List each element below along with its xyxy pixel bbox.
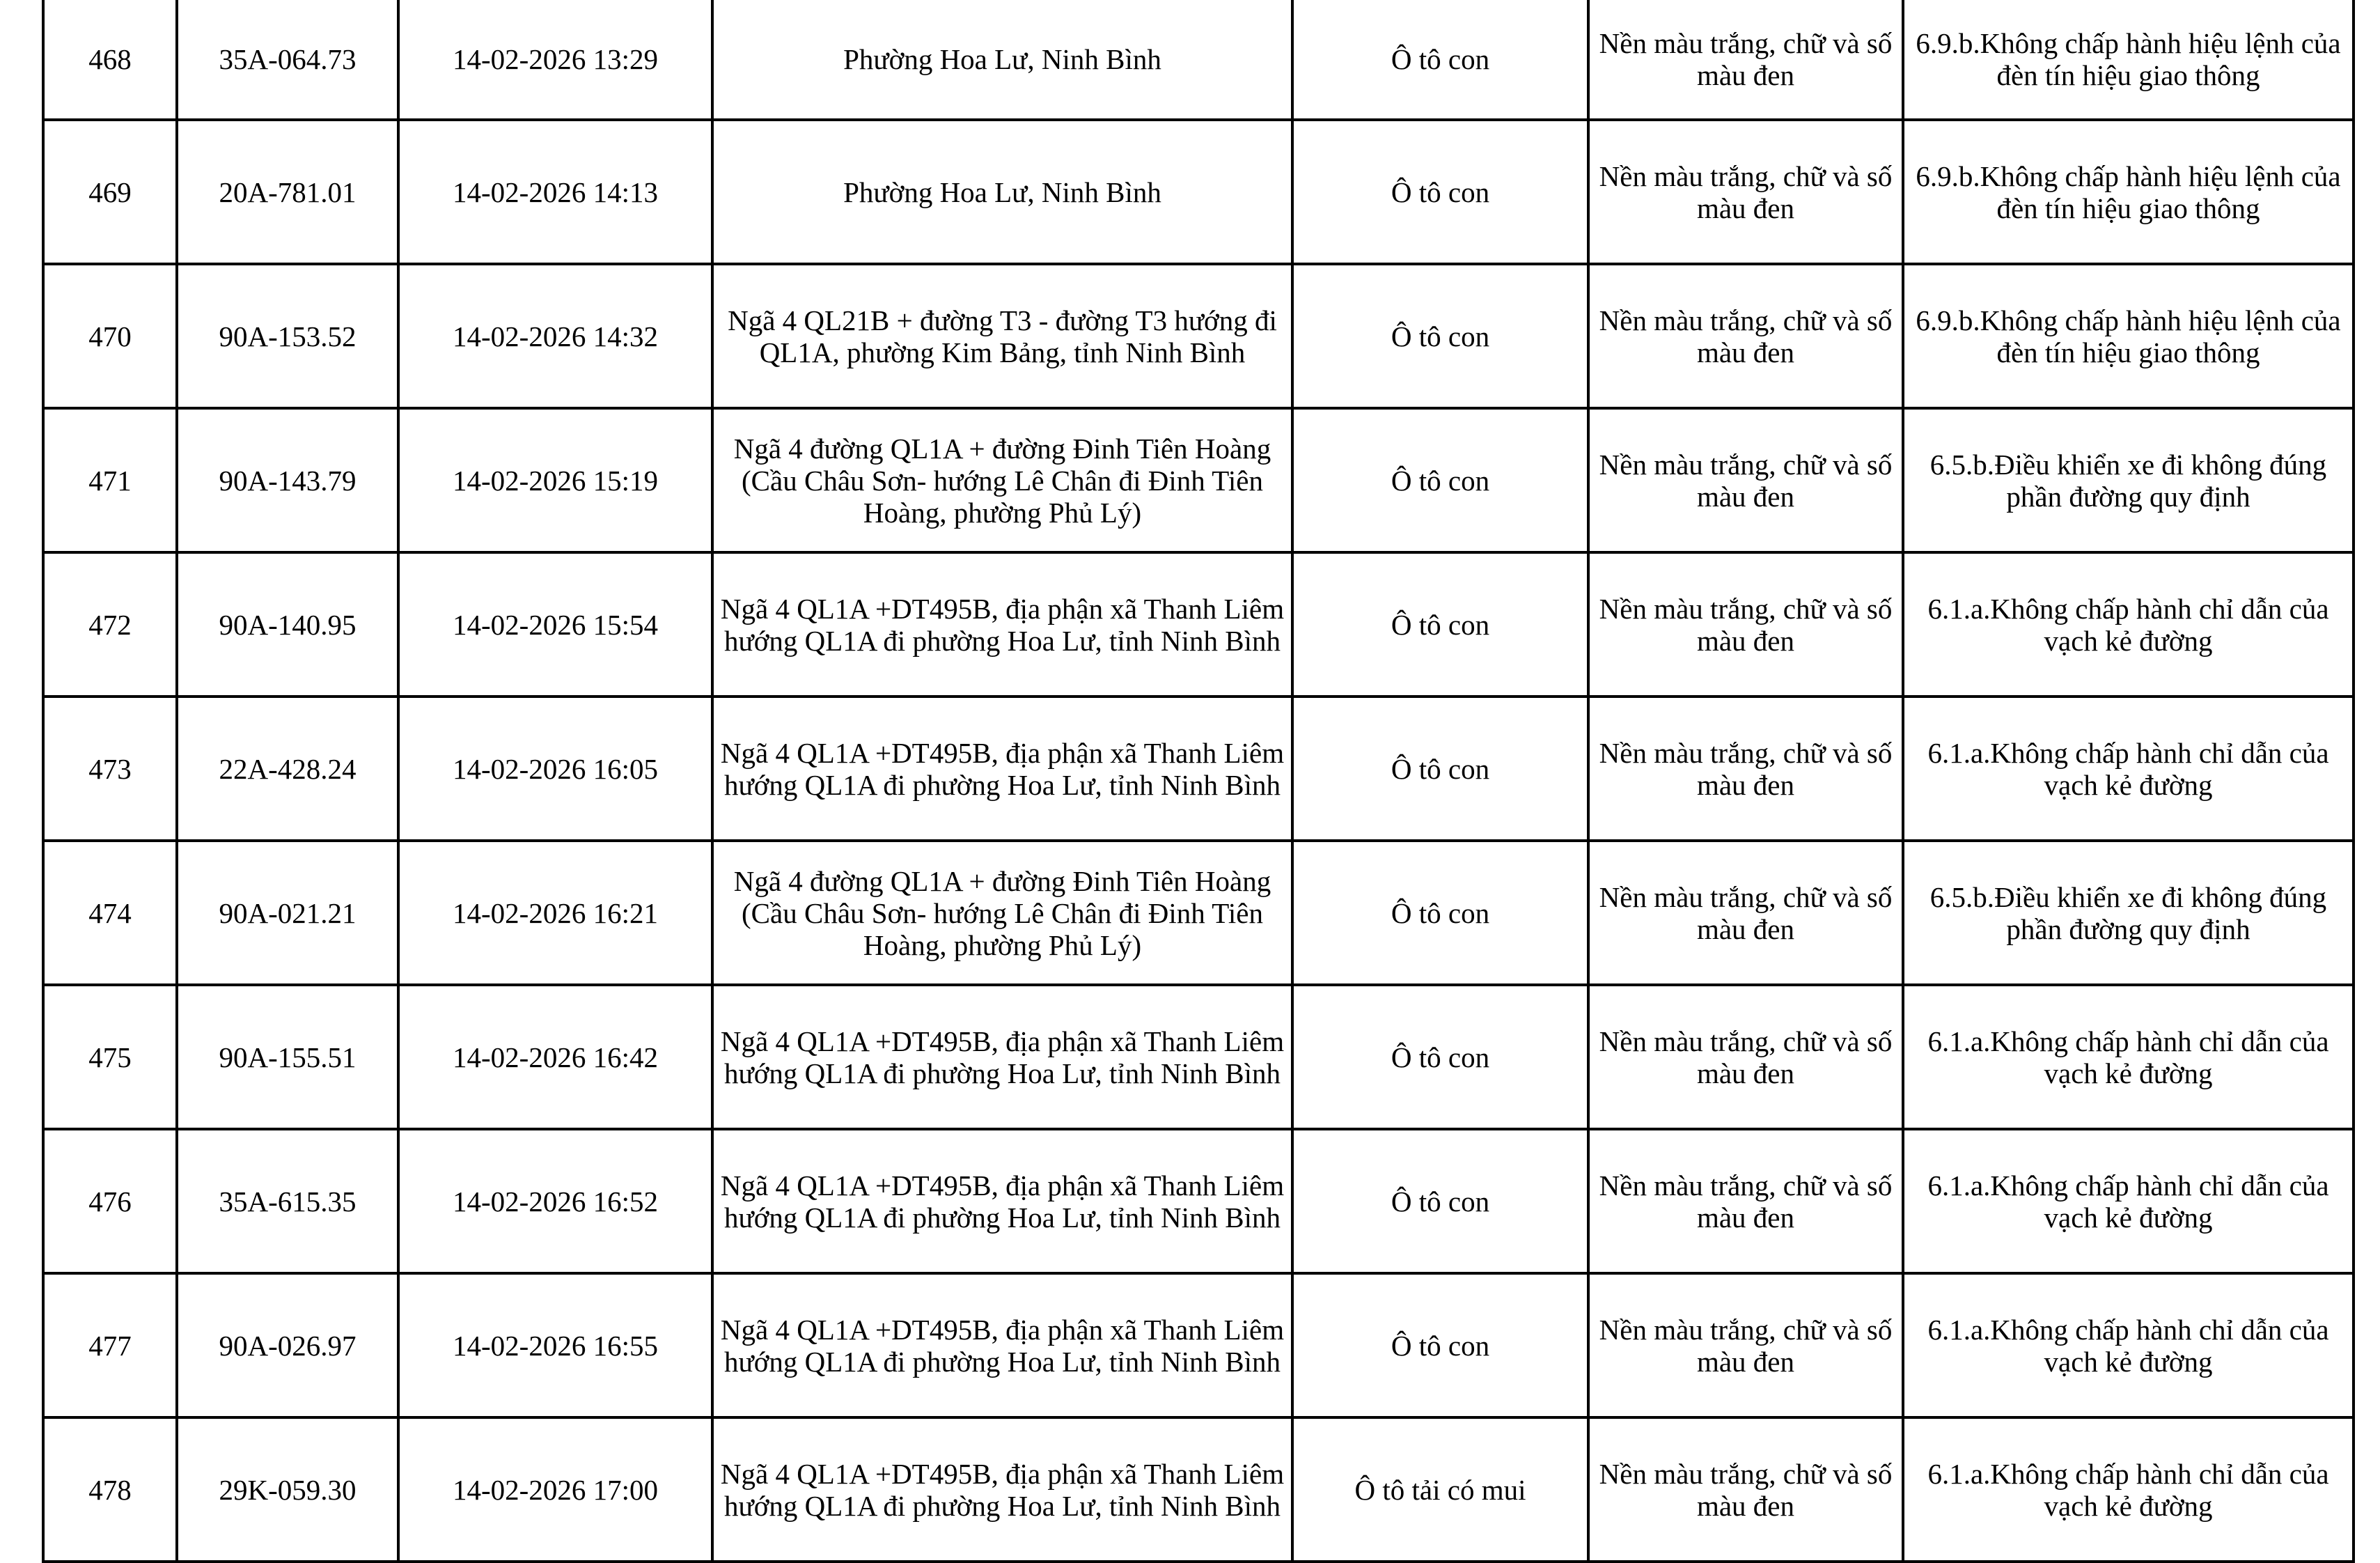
table-body [43,0,2354,1562]
violation-time-cell: 14-02-2026 16:52 [398,1129,712,1273]
vehicle-type-cell: Ô tô con [1292,552,1588,697]
row-number-cell: 470 [43,264,177,408]
plate-color-cell: Nền màu trắng, chữ và số màu đen [1588,841,1903,985]
violation-location-cell: Ngã 4 đường QL1A + đường Đinh Tiên Hoàng (Cầu Châu Sơn- hướng Lê Chân đi Đinh Tiên Hoàng, phường Phủ Lý) [712,841,1292,985]
row-number-cell: 478 [43,1417,177,1562]
violation-description-cell: 6.9.b.Không chấp hành hiệu lệnh của đèn tín hiệu giao thông [1903,0,2354,120]
license-plate-cell: 35A-064.73 [177,0,398,120]
violation-time-cell: 14-02-2026 14:13 [398,120,712,264]
plate-color-cell: Nền màu trắng, chữ và số màu đen [1588,0,1903,120]
violation-description-cell: 6.1.a.Không chấp hành chỉ dẫn của vạch kẻ đường [1903,552,2354,697]
table-row [43,120,2354,264]
violation-location-cell: Ngã 4 đường QL1A + đường Đinh Tiên Hoàng (Cầu Châu Sơn- hướng Lê Chân đi Đinh Tiên Hoàng, phường Phủ Lý) [712,408,1292,552]
violation-location-cell: Ngã 4 QL1A +DT495B, địa phận xã Thanh Liêm hướng QL1A đi phường Hoa Lư, tỉnh Ninh Bình [712,1129,1292,1273]
violation-time-cell: 14-02-2026 16:42 [398,985,712,1129]
vehicle-type-cell: Ô tô con [1292,408,1588,552]
row-number-cell: 474 [43,841,177,985]
violation-description-cell: 6.1.a.Không chấp hành chỉ dẫn của vạch kẻ đường [1903,1129,2354,1273]
row-number-cell: 471 [43,408,177,552]
plate-color-cell: Nền màu trắng, chữ và số màu đen [1588,120,1903,264]
vehicle-type-cell: Ô tô con [1292,0,1588,120]
violation-location-cell: Phường Hoa Lư, Ninh Bình [712,0,1292,120]
violation-description-cell: 6.1.a.Không chấp hành chỉ dẫn của vạch kẻ đường [1903,697,2354,841]
violation-time-cell: 14-02-2026 16:55 [398,1273,712,1417]
vehicle-type-cell: Ô tô con [1292,264,1588,408]
table-row [43,1129,2354,1273]
license-plate-cell: 90A-140.95 [177,552,398,697]
plate-color-cell: Nền màu trắng, chữ và số màu đen [1588,552,1903,697]
violation-description-cell: 6.9.b.Không chấp hành hiệu lệnh của đèn tín hiệu giao thông [1903,264,2354,408]
vehicle-type-cell: Ô tô tải có mui [1292,1417,1588,1562]
table-row [43,408,2354,552]
license-plate-cell: 90A-143.79 [177,408,398,552]
violations-table [42,0,2355,1563]
violation-time-cell: 14-02-2026 17:00 [398,1417,712,1562]
violation-location-cell: Ngã 4 QL1A +DT495B, địa phận xã Thanh Liêm hướng QL1A đi phường Hoa Lư, tỉnh Ninh Bình [712,985,1292,1129]
vehicle-type-cell: Ô tô con [1292,985,1588,1129]
table-row [43,1417,2354,1562]
table-row [43,552,2354,697]
plate-color-cell: Nền màu trắng, chữ và số màu đen [1588,264,1903,408]
violation-location-cell: Phường Hoa Lư, Ninh Bình [712,120,1292,264]
license-plate-cell: 29K-059.30 [177,1417,398,1562]
license-plate-cell: 90A-026.97 [177,1273,398,1417]
violation-time-cell: 14-02-2026 15:19 [398,408,712,552]
violation-description-cell: 6.1.a.Không chấp hành chỉ dẫn của vạch kẻ đường [1903,1417,2354,1562]
row-number-cell: 468 [43,0,177,120]
license-plate-cell: 20A-781.01 [177,120,398,264]
violation-description-cell: 6.9.b.Không chấp hành hiệu lệnh của đèn tín hiệu giao thông [1903,120,2354,264]
row-number-cell: 475 [43,985,177,1129]
row-number-cell: 476 [43,1129,177,1273]
license-plate-cell: 90A-021.21 [177,841,398,985]
table-row [43,1273,2354,1417]
vehicle-type-cell: Ô tô con [1292,1129,1588,1273]
plate-color-cell: Nền màu trắng, chữ và số màu đen [1588,1129,1903,1273]
violation-time-cell: 14-02-2026 16:05 [398,697,712,841]
table-row [43,841,2354,985]
table-row [43,264,2354,408]
license-plate-cell: 35A-615.35 [177,1129,398,1273]
vehicle-type-cell: Ô tô con [1292,697,1588,841]
table-row [43,985,2354,1129]
license-plate-cell: 90A-153.52 [177,264,398,408]
table-row [43,0,2354,120]
violation-location-cell: Ngã 4 QL21B + đường T3 - đường T3 hướng đi QL1A, phường Kim Bảng, tỉnh Ninh Bình [712,264,1292,408]
violation-description-cell: 6.5.b.Điều khiển xe đi không đúng phần đường quy định [1903,841,2354,985]
violation-time-cell: 14-02-2026 16:21 [398,841,712,985]
violation-location-cell: Ngã 4 QL1A +DT495B, địa phận xã Thanh Liêm hướng QL1A đi phường Hoa Lư, tỉnh Ninh Bình [712,1417,1292,1562]
plate-color-cell: Nền màu trắng, chữ và số màu đen [1588,408,1903,552]
violation-time-cell: 14-02-2026 15:54 [398,552,712,697]
vehicle-type-cell: Ô tô con [1292,120,1588,264]
violation-description-cell: 6.1.a.Không chấp hành chỉ dẫn của vạch kẻ đường [1903,985,2354,1129]
violation-time-cell: 14-02-2026 14:32 [398,264,712,408]
violation-location-cell: Ngã 4 QL1A +DT495B, địa phận xã Thanh Liêm hướng QL1A đi phường Hoa Lư, tỉnh Ninh Bình [712,552,1292,697]
plate-color-cell: Nền màu trắng, chữ và số màu đen [1588,985,1903,1129]
row-number-cell: 472 [43,552,177,697]
vehicle-type-cell: Ô tô con [1292,1273,1588,1417]
row-number-cell: 473 [43,697,177,841]
violation-description-cell: 6.1.a.Không chấp hành chỉ dẫn của vạch kẻ đường [1903,1273,2354,1417]
plate-color-cell: Nền màu trắng, chữ và số màu đen [1588,1273,1903,1417]
license-plate-cell: 22A-428.24 [177,697,398,841]
violation-time-cell: 14-02-2026 13:29 [398,0,712,120]
plate-color-cell: Nền màu trắng, chữ và số màu đen [1588,1417,1903,1562]
violation-location-cell: Ngã 4 QL1A +DT495B, địa phận xã Thanh Liêm hướng QL1A đi phường Hoa Lư, tỉnh Ninh Bình [712,697,1292,841]
vehicle-type-cell: Ô tô con [1292,841,1588,985]
table-row [43,697,2354,841]
row-number-cell: 469 [43,120,177,264]
violation-description-cell: 6.5.b.Điều khiển xe đi không đúng phần đường quy định [1903,408,2354,552]
license-plate-cell: 90A-155.51 [177,985,398,1129]
plate-color-cell: Nền màu trắng, chữ và số màu đen [1588,697,1903,841]
row-number-cell: 477 [43,1273,177,1417]
violation-location-cell: Ngã 4 QL1A +DT495B, địa phận xã Thanh Liêm hướng QL1A đi phường Hoa Lư, tỉnh Ninh Bình [712,1273,1292,1417]
